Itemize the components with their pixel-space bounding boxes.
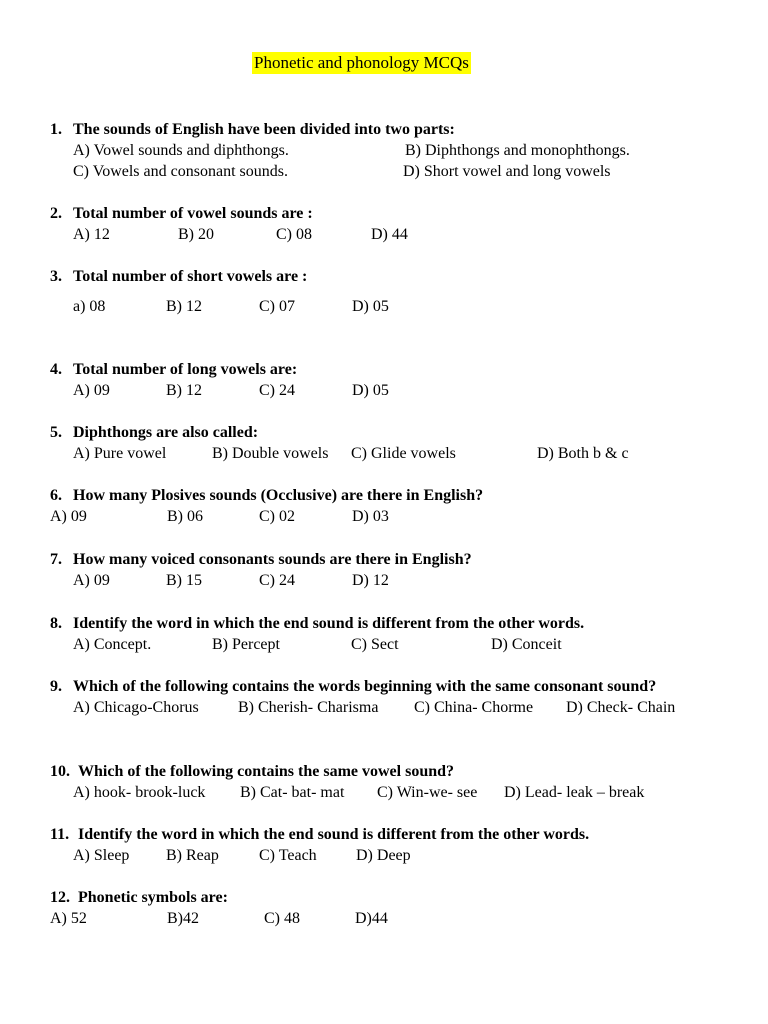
question-text: Which of the following contains the words beginning with the same consonant sound?	[73, 678, 657, 695]
question-number: 3.	[50, 268, 62, 285]
option-c: C) Teach	[259, 847, 317, 864]
question-text: Identify the word in which the end sound is different from the other words.	[73, 615, 585, 632]
option-d: D) Lead- leak – break	[504, 784, 645, 801]
options-row	[50, 845, 750, 866]
option-b: B) Reap	[166, 847, 219, 864]
question-number: 4.	[50, 361, 62, 378]
question-text: Identify the word in which the end sound is different from the other words.	[78, 826, 590, 843]
option-c: C) 07	[259, 298, 295, 315]
option-c: C) Glide vowels	[351, 445, 456, 462]
option-d: D) Conceit	[491, 636, 562, 653]
question-number: 1.	[50, 121, 62, 138]
question-2	[50, 203, 750, 245]
question-number: 8.	[50, 615, 62, 632]
question-stem	[50, 676, 750, 697]
option-a: A) Pure vowel	[73, 445, 167, 462]
question-stem	[50, 761, 750, 782]
question-stem	[50, 203, 750, 224]
option-a: A) 12	[73, 226, 110, 243]
question-stem	[50, 613, 750, 634]
option-b: B) Percept	[212, 636, 280, 653]
options-row	[50, 570, 750, 591]
question-3	[50, 266, 750, 317]
question-stem	[50, 887, 750, 908]
option-b: B) Double vowels	[212, 445, 329, 462]
question-text: Which of the following contains the same vowel sound?	[78, 763, 455, 780]
document-title: Phonetic and phonology MCQs	[254, 53, 469, 72]
option-c: C) Sect	[351, 636, 399, 653]
question-8	[50, 613, 750, 655]
option-b: B)42	[167, 910, 199, 927]
option-b: B) Diphthongs and monophthongs.	[405, 142, 630, 159]
question-4	[50, 359, 750, 401]
options-row	[50, 506, 750, 527]
option-a: A) 09	[50, 508, 87, 525]
question-6	[50, 485, 750, 527]
question-text: Total number of vowel sounds are :	[73, 205, 313, 222]
options-row	[50, 697, 750, 718]
question-stem	[50, 422, 750, 443]
question-number: 12.	[50, 889, 70, 906]
option-b: B) 20	[178, 226, 214, 243]
question-number: 7.	[50, 551, 62, 568]
question-11	[50, 824, 750, 866]
question-text: Total number of short vowels are :	[73, 268, 308, 285]
question-number: 10.	[50, 763, 70, 780]
options-row	[50, 140, 750, 161]
question-1	[50, 119, 750, 182]
option-d: D) 44	[371, 226, 408, 243]
question-5	[50, 422, 750, 464]
question-text: The sounds of English have been divided into two parts:	[73, 121, 455, 138]
option-c: C) 08	[276, 226, 312, 243]
option-c: C) 24	[259, 382, 295, 399]
question-text: Diphthongs are also called:	[73, 424, 259, 441]
options-row	[50, 782, 750, 803]
question-number: 5.	[50, 424, 62, 441]
question-stem	[50, 119, 750, 140]
option-c: C) Win-we- see	[377, 784, 478, 801]
question-number: 9.	[50, 678, 62, 695]
option-a: A) 09	[73, 382, 110, 399]
option-d: D)44	[355, 910, 388, 927]
question-number: 6.	[50, 487, 62, 504]
option-c: C) 02	[259, 508, 295, 525]
option-d: D) 05	[352, 298, 389, 315]
question-stem	[50, 485, 750, 506]
option-a: A) Chicago-Chorus	[73, 699, 199, 716]
option-c: C) China- Chorme	[414, 699, 534, 716]
options-row	[50, 161, 750, 182]
option-b: B) 12	[166, 298, 202, 315]
option-d: D) 03	[352, 508, 389, 525]
option-b: B) Cherish- Charisma	[238, 699, 379, 716]
options-row	[50, 296, 750, 317]
option-d: D) Deep	[356, 847, 411, 864]
option-a: A) Concept.	[73, 636, 152, 653]
question-10	[50, 761, 750, 803]
option-d: D) Short vowel and long vowels	[403, 163, 611, 180]
option-a: A) 52	[50, 910, 87, 927]
option-d: D) 05	[352, 382, 389, 399]
option-b: B) 12	[166, 382, 202, 399]
question-stem	[50, 824, 750, 845]
option-a: A) Vowel sounds and diphthongs.	[73, 142, 289, 159]
options-row	[50, 380, 750, 401]
question-7	[50, 549, 750, 591]
option-a: A) hook- brook-luck	[73, 784, 206, 801]
option-a: A) Sleep	[73, 847, 130, 864]
option-d: D) Both b & c	[537, 445, 629, 462]
option-c: C) 24	[259, 572, 295, 589]
options-row	[50, 224, 750, 245]
question-text: How many voiced consonants sounds are there in English?	[73, 551, 472, 568]
question-text: Phonetic symbols are:	[78, 889, 228, 906]
question-9	[50, 676, 750, 718]
option-c: C) 48	[264, 910, 300, 927]
option-b: B) 06	[167, 508, 203, 525]
question-number: 2.	[50, 205, 62, 222]
question-stem	[50, 549, 750, 570]
option-a: A) 09	[73, 572, 110, 589]
option-c: C) Vowels and consonant sounds.	[73, 163, 288, 180]
option-b: B) Cat- bat- mat	[240, 784, 345, 801]
option-d: D) 12	[352, 572, 389, 589]
question-text: How many Plosives sounds (Occlusive) are there in English?	[73, 487, 484, 504]
question-stem	[50, 359, 750, 380]
question-text: Total number of long vowels are:	[73, 361, 298, 378]
question-number: 11.	[50, 826, 70, 843]
options-row	[50, 443, 750, 464]
question-12	[50, 887, 750, 929]
option-d: D) Check- Chain	[566, 699, 676, 716]
option-b: B) 15	[166, 572, 202, 589]
question-stem	[50, 266, 750, 287]
options-row	[50, 634, 750, 655]
option-a: a) 08	[73, 298, 106, 315]
options-row	[50, 908, 750, 929]
